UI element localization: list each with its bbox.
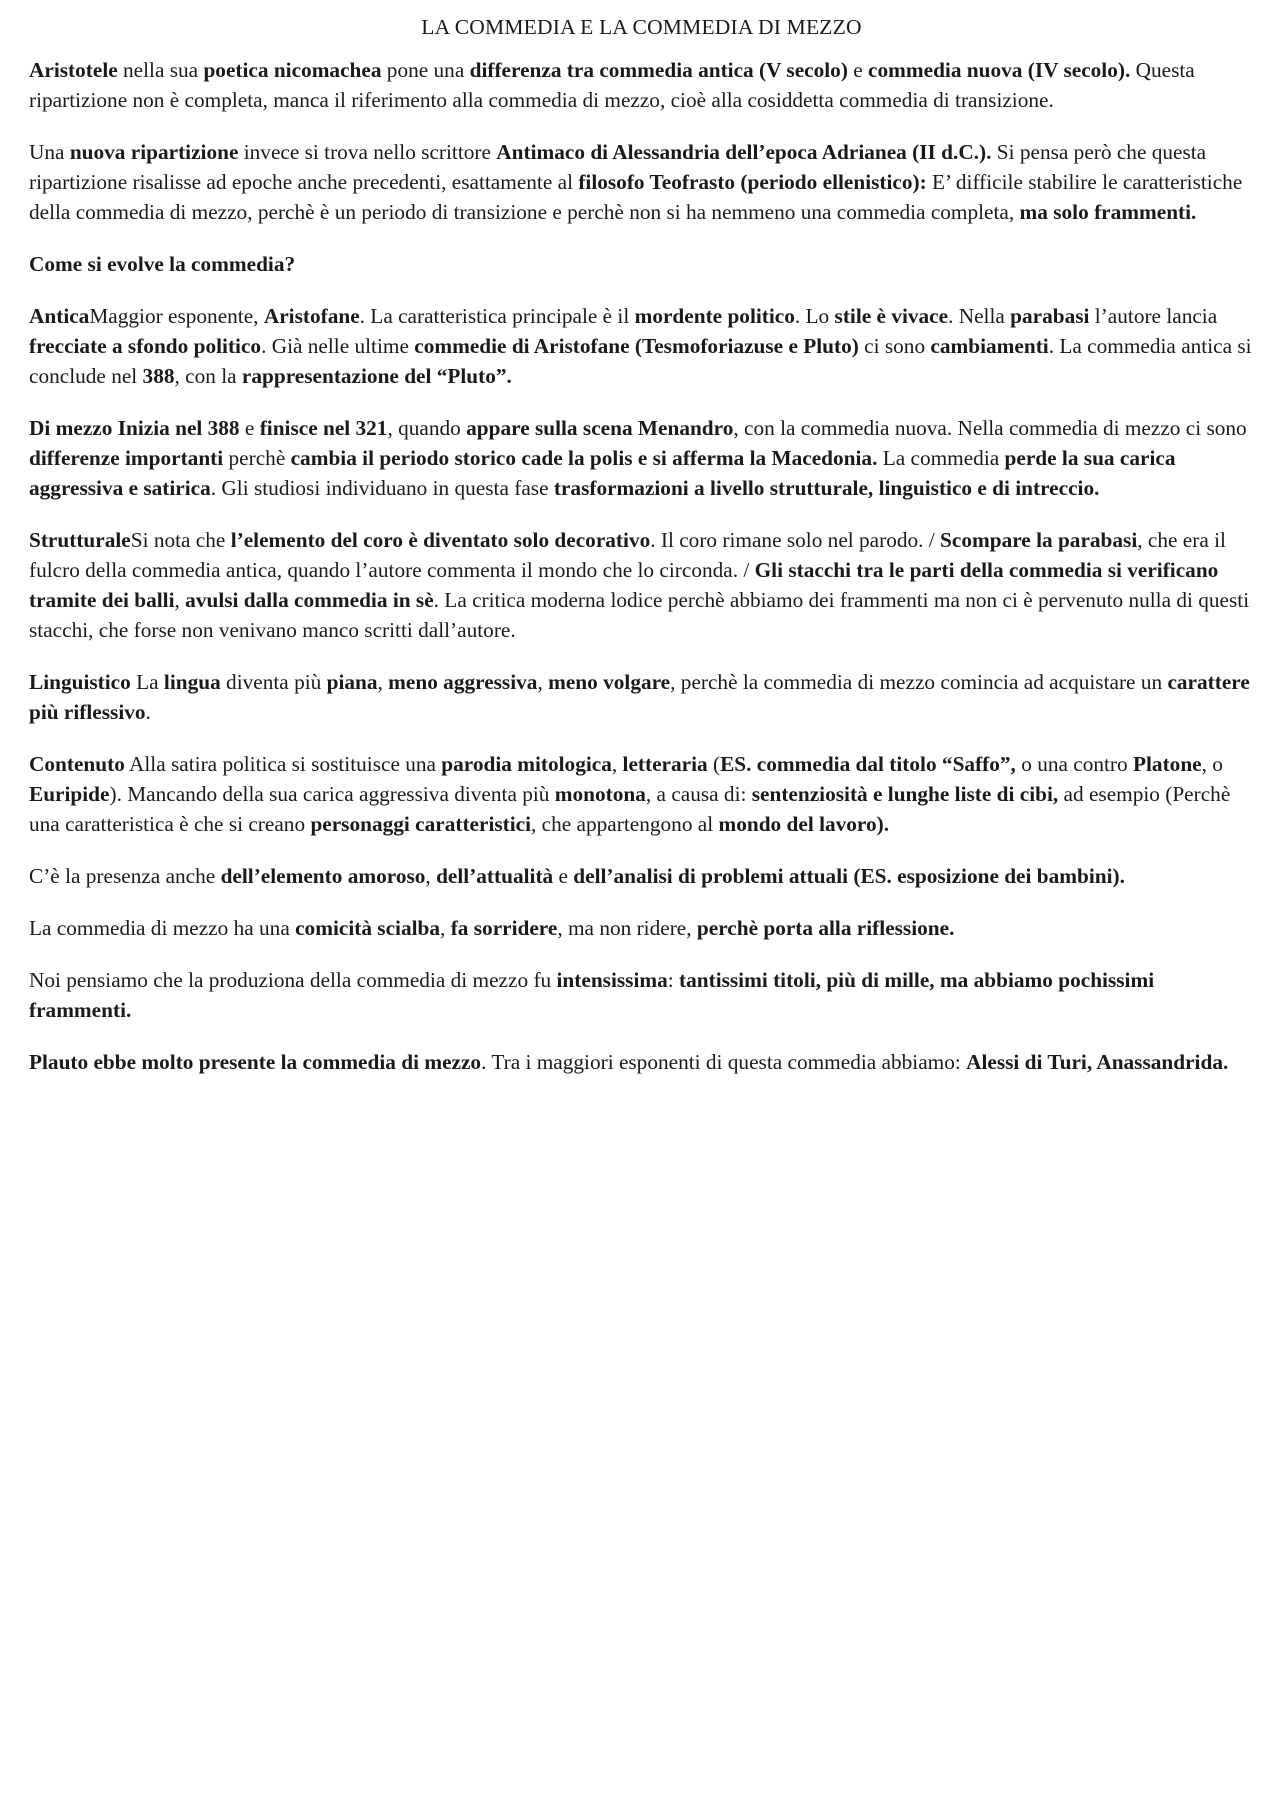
bold-text-run: mordente politico <box>634 304 795 328</box>
paragraph-linguistico <box>29 667 1254 727</box>
text-run: Maggior esponente, <box>89 304 264 328</box>
text-run: , <box>174 588 186 612</box>
text-run: e <box>239 416 260 440</box>
paragraph-comicita <box>29 913 1254 943</box>
bold-text-run: meno aggressiva <box>388 670 538 694</box>
text-run: , perchè la commedia di mezzo comincia ad acquistare un <box>670 670 1168 694</box>
text-run: Noi pensiamo che la produziona della commedia di mezzo fu <box>29 968 557 992</box>
bold-text-run: trasformazioni a livello strutturale, linguistico e di intreccio. <box>553 476 1100 500</box>
text-run: Si nota che <box>130 528 231 552</box>
text-run: , <box>425 864 437 888</box>
bold-text-run: personaggi caratteristici <box>310 812 532 836</box>
bold-text-run: letteraria <box>622 752 708 776</box>
bold-text-run: poetica nicomachea <box>203 58 382 82</box>
bold-text-run: lingua <box>163 670 221 694</box>
bold-text-run: intensissima <box>556 968 668 992</box>
bold-text-run: dell’analisi di problemi attuali (ES. esposizione dei bambini). <box>573 864 1125 888</box>
bold-text-run: parodia mitologica <box>441 752 612 776</box>
bold-text-run: filosofo Teofrasto (periodo ellenistico): <box>578 170 927 194</box>
bold-text-run: Antica <box>29 304 90 328</box>
bold-text-run: cambiamenti <box>930 334 1049 358</box>
text-run: e <box>553 864 574 888</box>
text-run: : <box>667 968 680 992</box>
text-run: invece si trova nello scrittore <box>238 140 497 164</box>
bold-text-run: Aristotele <box>29 58 118 82</box>
text-run: perchè <box>223 446 291 470</box>
text-run: , con la commedia nuova. Nella commedia di mezzo ci sono <box>733 416 1247 440</box>
paragraph-produzione <box>29 965 1254 1025</box>
text-run: La commedia <box>877 446 1005 470</box>
text-run: e <box>847 58 869 82</box>
bold-text-run: 388 <box>142 364 175 388</box>
paragraph-antica <box>29 301 1254 391</box>
bold-text-run: comicità scialba <box>295 916 441 940</box>
text-run: . Il coro rimane solo nel parodo. / <box>650 528 941 552</box>
bold-text-run: cambia il periodo storico <box>290 446 516 470</box>
paragraph-nuova-ripartizione <box>29 137 1254 227</box>
text-run: ( <box>707 752 721 776</box>
bold-text-run: Platone <box>1133 752 1202 776</box>
bold-text-run: Alessi di Turi, Anassandrida. <box>966 1050 1229 1074</box>
text-run: , quando <box>387 416 467 440</box>
bold-text-run: finisce nel 321 <box>259 416 388 440</box>
text-run: , che era il fulcro della commedia antica, quando l’autore commenta il mondo che lo circonda. / <box>29 528 1226 582</box>
bold-text-run: commedia nuova (IV secolo). <box>868 58 1131 82</box>
bold-text-run: differenze importanti <box>29 446 224 470</box>
text-run: pone una <box>381 58 470 82</box>
text-run: . <box>145 700 151 724</box>
bold-text-run: Come si evolve la commedia? <box>29 252 296 276</box>
text-run: , o <box>1201 752 1223 776</box>
text-run: Si pensa però che questa ripartizione risalisse ad epoche anche precedenti, esattamente al <box>29 140 1207 194</box>
bold-text-run: perchè porta alla riflessione. <box>696 916 955 940</box>
text-run: , <box>611 752 623 776</box>
bold-text-run: meno volgare <box>548 670 671 694</box>
text-run: . Lo <box>794 304 835 328</box>
text-run: . Nella <box>948 304 1011 328</box>
bold-text-run: fa sorridere <box>450 916 558 940</box>
bold-text-run: Linguistico <box>29 670 131 694</box>
bold-text-run: piana <box>326 670 378 694</box>
text-run: nella sua <box>117 58 204 82</box>
bold-text-run: cade la polis e si afferma la Macedonia. <box>521 446 878 470</box>
document-title: LA COMMEDIA E LA COMMEDIA DI MEZZO <box>421 15 862 39</box>
text-run: ad esempio (Perchè una caratteristica è che si creano <box>29 782 1231 836</box>
paragraph-di-mezzo <box>29 413 1254 503</box>
bold-text-run: mondo del lavoro). <box>718 812 890 836</box>
document-page <box>29 0 1254 1077</box>
text-run: , ma non ridere, <box>557 916 697 940</box>
text-run: Alla satira politica si sostituisce una <box>124 752 442 776</box>
paragraph-strutturale <box>29 525 1254 645</box>
bold-text-run: nuova ripartizione <box>69 140 239 164</box>
text-run: . La critica moderna lodice perchè abbiamo dei frammenti ma non ci è pervenuto nulla di questi stacchi, che forse non venivano manco scritti dall’autore. <box>29 588 1250 642</box>
bold-text-run: Gli stacchi tra le parti della commedia si verificano tramite dei balli <box>29 558 1219 612</box>
text-run: . Gli studiosi individuano in questa fase <box>210 476 554 500</box>
text-run: . La commedia antica si conclude nel <box>29 334 1252 388</box>
text-run: Questa ripartizione non è completa, manca il riferimento alla commedia di mezzo, cioè alla cosiddetta commedia di transizione. <box>29 58 1195 112</box>
text-run: ci sono <box>858 334 931 358</box>
text-run: , <box>537 670 549 694</box>
text-run: C’è la presenza anche <box>29 864 221 888</box>
bold-text-run: ma solo frammenti. <box>1019 200 1197 224</box>
bold-text-run: Aristofane <box>263 304 360 328</box>
bold-text-run: appare sulla scena Menandro <box>466 416 734 440</box>
text-run: ). Mancando della sua carica aggressiva diventa più <box>109 782 555 806</box>
bold-text-run: Inizia nel 388 <box>117 416 240 440</box>
text-run: diventa più <box>220 670 327 694</box>
bold-text-run: l’elemento del coro è diventato solo decorativo <box>230 528 651 552</box>
text-run: l’autore lancia <box>1089 304 1218 328</box>
bold-text-run: parabasi <box>1010 304 1090 328</box>
text-run: E’ difficile stabilire le caratteristiche della commedia di mezzo, perchè è un periodo di transizione e perchè non si ha nemmeno una commedia completa, <box>29 170 1243 224</box>
paragraph-contenuto <box>29 749 1254 839</box>
paragraph-evoluzione-heading <box>29 249 1254 279</box>
bold-text-run: dell’elemento amoroso <box>220 864 426 888</box>
bold-text-run: stile è vivace <box>834 304 949 328</box>
bold-text-run: tantissimi titoli, più di mille, ma abbiamo pochissimi frammenti. <box>29 968 1155 1022</box>
paragraph-plauto <box>29 1047 1254 1077</box>
bold-text-run: monotona <box>554 782 646 806</box>
text-run: . La caratteristica principale è il <box>359 304 635 328</box>
text-run: . Già nelle ultime <box>261 334 415 358</box>
text-run: La <box>130 670 164 694</box>
text-run: . Tra i maggiori esponenti di questa commedia abbiamo: <box>481 1050 967 1074</box>
text-run: , con la <box>174 364 242 388</box>
text-run: , a causa di: <box>645 782 752 806</box>
text-run: Una <box>29 140 70 164</box>
bold-text-run: Strutturale <box>29 528 131 552</box>
text-run: La commedia di mezzo ha una <box>29 916 296 940</box>
bold-text-run: carattere più riflessivo <box>29 670 1250 724</box>
text-run: , che appartengono al <box>531 812 719 836</box>
bold-text-run: rappresentazione del “Pluto”. <box>241 364 512 388</box>
paragraph-aristotele <box>29 55 1254 115</box>
text-run: , <box>440 916 451 940</box>
bold-text-run: Plauto ebbe molto presente la commedia di mezzo <box>29 1050 482 1074</box>
bold-text-run: Contenuto <box>29 752 125 776</box>
bold-text-run: sentenziosità e lunghe liste di cibi, <box>751 782 1059 806</box>
bold-text-run: Antimaco di Alessandria dell’epoca Adrianea (II d.C.). <box>496 140 992 164</box>
text-run: o una contro <box>1015 752 1133 776</box>
paragraph-presenza <box>29 861 1254 891</box>
bold-text-run: ES. commedia dal titolo “Saffo”, <box>720 752 1016 776</box>
bold-text-run: perde la sua carica aggressiva e satirica <box>29 446 1176 500</box>
bold-text-run: Scompare la parabasi <box>940 528 1138 552</box>
bold-text-run: Di mezzo <box>29 416 113 440</box>
bold-text-run: commedie di Aristofane (Tesmoforiazuse e Pluto) <box>414 334 859 358</box>
bold-text-run: avulsi dalla commedia in sè <box>185 588 434 612</box>
text-run: , <box>377 670 389 694</box>
bold-text-run: dell’attualità <box>436 864 554 888</box>
bold-text-run: frecciate a sfondo politico <box>29 334 262 358</box>
bold-text-run: Euripide <box>29 782 110 806</box>
bold-text-run: differenza tra commedia antica (V secolo) <box>469 58 848 82</box>
